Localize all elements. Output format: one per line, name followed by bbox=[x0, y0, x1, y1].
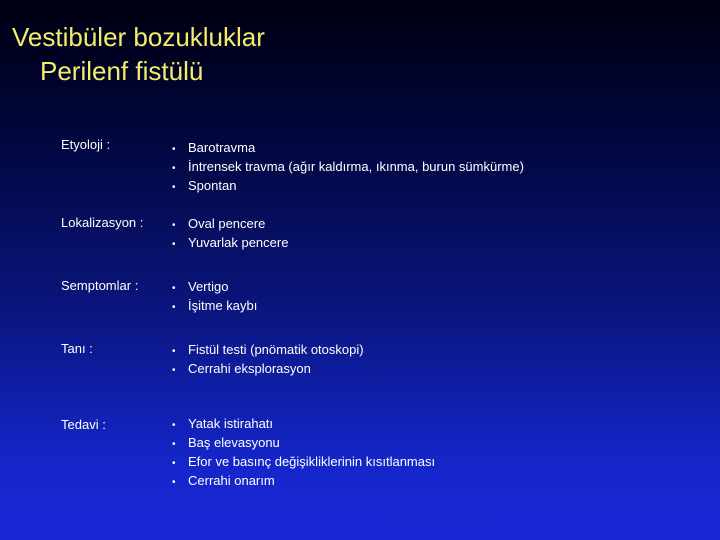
list-item-text: Vertigo bbox=[188, 279, 229, 294]
list-item bbox=[172, 341, 364, 360]
bullet-list-etiology bbox=[172, 139, 524, 196]
list-item-text: Yatak istirahatı bbox=[188, 416, 274, 431]
section-label-treatment: Tedavi : bbox=[61, 417, 106, 432]
bullet-icon: • bbox=[172, 458, 176, 469]
slide-title: Vestibüler bozukluklar bbox=[12, 22, 265, 52]
bullet-icon: • bbox=[172, 346, 176, 357]
bullet-icon: • bbox=[172, 163, 176, 174]
section-label-etiology: Etyoloji : bbox=[61, 137, 111, 152]
section-label-localization: Lokalizasyon : bbox=[61, 215, 144, 230]
list-item bbox=[172, 297, 257, 316]
list-item bbox=[172, 139, 524, 158]
list-item bbox=[172, 360, 364, 379]
bullet-icon: • bbox=[172, 220, 176, 231]
bullet-list-treatment bbox=[172, 415, 435, 491]
list-item-text: Yuvarlak pencere bbox=[188, 235, 289, 250]
list-item bbox=[172, 215, 288, 234]
slide-subtitle: Perilenf fistülü bbox=[40, 56, 204, 86]
list-item-text: Cerrahi eksplorasyon bbox=[188, 361, 311, 376]
list-item-text: Efor ve basınç değişikliklerinin kısıtlanması bbox=[188, 454, 436, 469]
section-label-symptoms: Semptomlar : bbox=[61, 278, 139, 293]
list-item bbox=[172, 158, 524, 177]
list-item-text: İntrensek travma (ağır kaldırma, ıkınma, burun sümkürme) bbox=[188, 159, 524, 174]
bullet-icon: • bbox=[172, 365, 176, 376]
bullet-list-symptoms bbox=[172, 278, 257, 316]
bullet-icon: • bbox=[172, 477, 176, 488]
list-item-text: Oval pencere bbox=[188, 216, 266, 231]
list-item-text: Cerrahi onarım bbox=[188, 473, 275, 488]
bullet-icon: • bbox=[172, 182, 176, 193]
bullet-icon: • bbox=[172, 144, 176, 155]
list-item bbox=[172, 453, 435, 472]
list-item bbox=[172, 472, 435, 491]
list-item bbox=[172, 278, 257, 297]
bullet-icon: • bbox=[172, 283, 176, 294]
bullet-icon: • bbox=[172, 439, 176, 450]
list-item-text: Spontan bbox=[188, 178, 237, 193]
list-item bbox=[172, 415, 435, 434]
bullet-icon: • bbox=[172, 302, 176, 313]
bullet-icon: • bbox=[172, 420, 176, 431]
list-item-text: İşitme kaybı bbox=[188, 298, 258, 313]
list-item-text: Barotravma bbox=[188, 140, 256, 155]
bullet-list-diagnosis bbox=[172, 341, 364, 379]
section-label-diagnosis: Tanı : bbox=[61, 341, 93, 356]
bullet-list-localization bbox=[172, 215, 288, 253]
list-item bbox=[172, 434, 435, 453]
list-item-text: Fistül testi (pnömatik otoskopi) bbox=[188, 342, 364, 357]
bullet-icon: • bbox=[172, 239, 176, 250]
list-item-text: Baş elevasyonu bbox=[188, 435, 280, 450]
list-item bbox=[172, 177, 524, 196]
list-item bbox=[172, 234, 288, 253]
